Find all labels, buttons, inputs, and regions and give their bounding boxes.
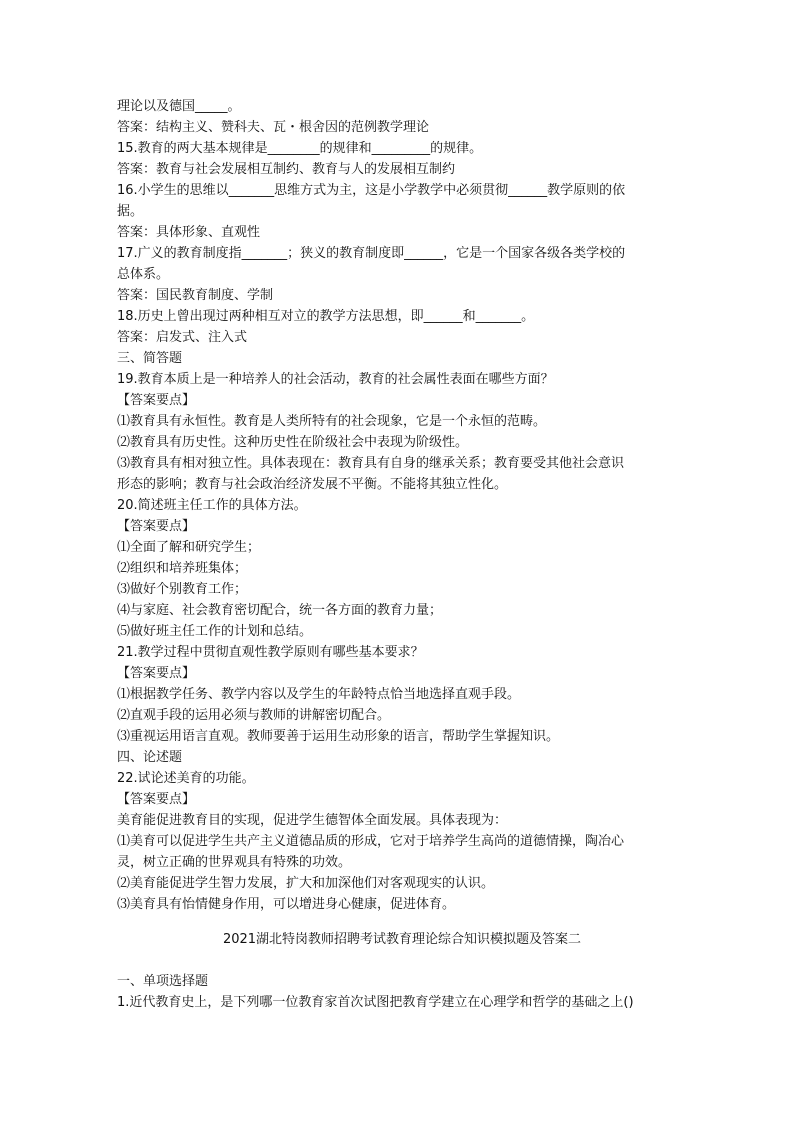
text-line: ⑷与家庭、社会教育密切配合，统一各方面的教育力量； [117, 603, 443, 618]
text-line: 20.简述班主任工作的具体方法。 [117, 498, 307, 513]
text-line: ⑶美育具有怡情健身作用，可以增进身心健康，促进体育。 [117, 897, 456, 912]
text-line: ⑶重视运用语言直观。教师要善于运用生动形象的语言，帮助学生掌握知识。 [117, 729, 560, 744]
text-line: 形态的影响；教育与社会政治经济发展不平衡。不能将其独立性化。 [117, 477, 508, 492]
text-line: 【答案要点】 [117, 519, 196, 534]
text-line: ⑴美育可以促进学生共产主义道德品质的形成，它对于培养学生高尚的道德情操，陶冶心 [117, 834, 625, 849]
text-line: 灵，树立正确的世界观具有特殊的功效。 [117, 855, 352, 870]
document-page [117, 96, 687, 1013]
text-line: ⑶教育具有相对独立性。具体表现在：教育具有自身的继承关系；教育要受其他社会意识 [117, 456, 625, 471]
text-line: 答案：结构主义、赞科夫、瓦・根舍因的范例教学理论 [117, 120, 430, 135]
text-line: 21.教学过程中贯彻直观性教学原则有哪些基本要求？ [117, 645, 424, 660]
text-line: ⑸做好班主任工作的计划和总结。 [117, 624, 313, 639]
document-body-part2 [117, 971, 687, 1013]
text-line: 答案：启发式、注入式 [117, 330, 248, 345]
document-body-part1 [117, 96, 687, 915]
text-line: 四、论述题 [117, 750, 183, 765]
text-line: ⑵直观手段的运用必须与教师的讲解密切配合。 [117, 708, 391, 723]
text-line: ⑶做好个别教育工作； [117, 582, 248, 597]
text-line: 据。 [117, 204, 144, 219]
text-line: ⑵组织和培养班集体； [117, 561, 248, 576]
text-line: 理论以及德国_____。 [117, 99, 241, 114]
text-line: ⑴根据教学任务、教学内容以及学生的年龄特点恰当地选择直观手段。 [117, 687, 521, 702]
text-line: 【答案要点】 [117, 393, 196, 408]
text-line: ⑵美育能促进学生智力发展，扩大和加深他们对客观现实的认识。 [117, 876, 495, 891]
text-line: 18.历史上曾出现过两种相互对立的教学方法思想，即______和_______。 [117, 309, 535, 324]
text-line: 17.广义的教育制度指_______；狭义的教育制度即______，它是一个国家各级各类学校的 [117, 246, 626, 261]
text-line: 1.近代教育史上，是下列哪一位教育家首次试图把教育学建立在心理学和哲学的基础之上() [117, 995, 634, 1010]
text-line: 15.教育的两大基本规律是________的规律和_________的规律。 [117, 141, 483, 156]
text-line: 一、单项选择题 [117, 974, 209, 989]
text-line: ⑵教育具有历史性。这种历史性在阶级社会中表现为阶级性。 [117, 435, 469, 450]
section-title: 2021湖北特岗教师招聘考试教育理论综合知识模拟题及答案二 [222, 932, 582, 947]
text-line: 三、简答题 [117, 351, 183, 366]
text-line: 19.教育本质上是一种培养人的社会活动，教育的社会属性表面在哪些方面？ [117, 372, 554, 387]
text-line: 16.小学生的思维以_______思维方式为主，这是小学教学中必须贯彻______教学原则的依 [117, 183, 626, 198]
text-line: ⑴教育具有永恒性。教育是人类所特有的社会现象，它是一个永恒的范畴。 [117, 414, 547, 429]
text-line: 答案：具体形象、直观性 [117, 225, 261, 240]
text-line: 【答案要点】 [117, 792, 196, 807]
text-line: ⑴全面了解和研究学生； [117, 540, 261, 555]
text-line: 总体系。 [117, 267, 170, 282]
text-line: 答案：教育与社会发展相互制约、教育与人的发展相互制约 [117, 162, 456, 177]
text-line: 【答案要点】 [117, 666, 196, 681]
text-line: 22.试论述美育的功能。 [117, 771, 255, 786]
text-line: 美育能促进教育目的实现，促进学生德智体全面发展。具体表现为： [117, 813, 508, 828]
text-line: 答案：国民教育制度、学制 [117, 288, 274, 303]
blank-gap [117, 950, 687, 971]
